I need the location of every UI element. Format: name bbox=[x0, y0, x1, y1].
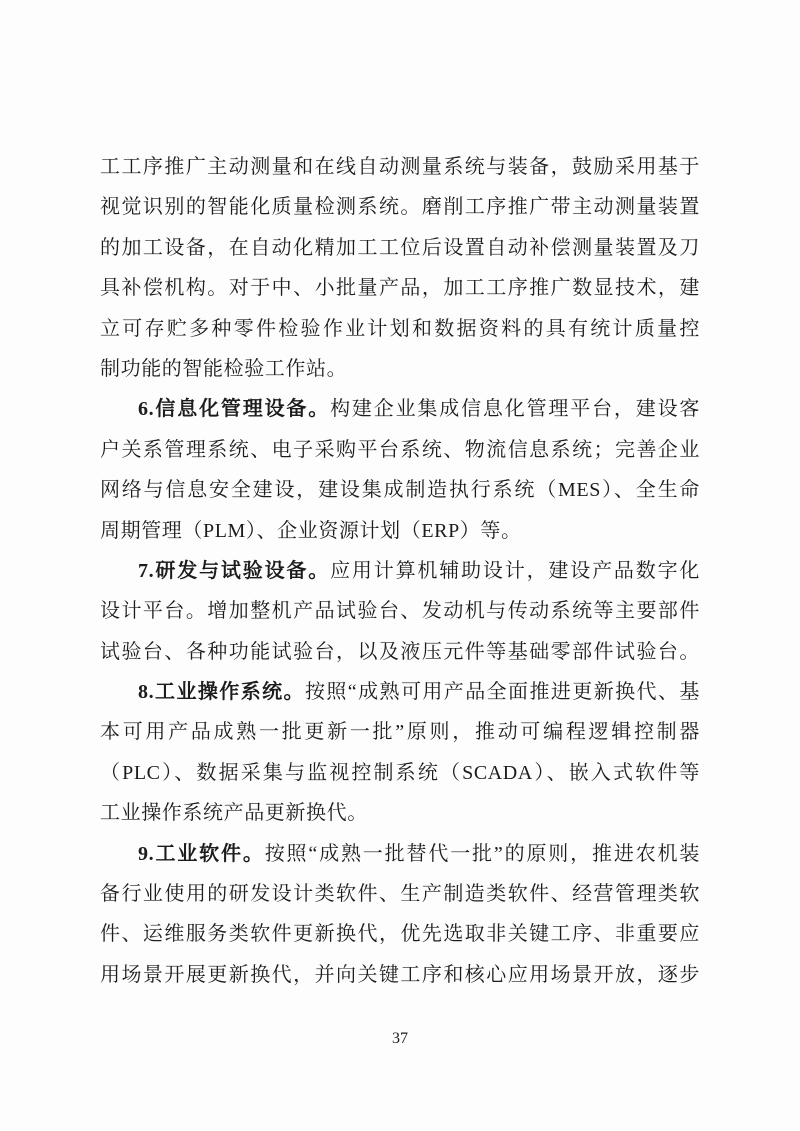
text-line: 户关系管理系统、电子采购平台系统、物流信息系统；完善企业 bbox=[100, 438, 700, 461]
text-line: 试验台、各种功能试验台，以及液压元件等基础零部件试验台。 bbox=[100, 640, 700, 663]
text-line: 用场景开展更新换代，并向关键工序和核心应用场景开放，逐步 bbox=[100, 963, 700, 986]
text-line: 网络与信息安全建设，建设集成制造执行系统（MES）、全生命 bbox=[100, 479, 700, 502]
paragraph-first-line: 9.工业软件。按照“成熟一批替代一批”的原则，推进农机装 bbox=[138, 842, 700, 865]
text-line: 件、运维服务类软件更新换代，优先选取非关键工序、非重要应 bbox=[100, 923, 700, 946]
text-line: 具补偿机构。对于中、小批量产品，加工工序推广数显技术，建 bbox=[100, 277, 700, 300]
paragraph-heading: 6.信息化管理设备。 bbox=[138, 398, 331, 421]
paragraph-heading: 9.工业软件。 bbox=[138, 842, 265, 865]
text-line: 设计平台。增加整机产品试验台、发动机与传动系统等主要部件 bbox=[100, 600, 700, 623]
text-line: （PLC）、数据采集与监视控制系统（SCADA）、嵌入式软件等 bbox=[100, 761, 700, 784]
paragraph-heading: 8.工业操作系统。 bbox=[138, 681, 305, 704]
paragraph-heading: 7.研发与试验设备。 bbox=[138, 559, 331, 582]
text-line: 备行业使用的研发设计类软件、生产制造类软件、经营管理类软 bbox=[100, 883, 700, 906]
text-line: 工业操作系统产品更新换代。 bbox=[100, 802, 368, 825]
text-line: 周期管理（PLM）、企业资源计划（ERP）等。 bbox=[100, 519, 522, 542]
text-line: 工工序推广主动测量和在线自动测量系统与装备，鼓励采用基于 bbox=[100, 156, 700, 178]
text-line: 视觉识别的智能化质量检测系统。磨削工序推广带主动测量装置 bbox=[100, 196, 700, 219]
page-number: 37 bbox=[392, 1030, 408, 1047]
text-line: 本可用产品成熟一批更新一批”原则，推动可编程逻辑控制器 bbox=[100, 721, 700, 744]
paragraph-first-line: 6.信息化管理设备。构建企业集成信息化管理平台，建设客 bbox=[138, 398, 700, 421]
text-line: 立可存贮多种零件检验作业计划和数据资料的具有统计质量控 bbox=[100, 317, 700, 340]
text-line: 制功能的智能检验工作站。 bbox=[100, 357, 348, 380]
text-line: 的加工设备，在自动化精加工工位后设置自动补偿测量装置及刀 bbox=[100, 236, 700, 259]
paragraph-first-line: 8.工业操作系统。按照“成熟可用产品全面推进更新换代、基 bbox=[138, 681, 700, 704]
document-body bbox=[100, 147, 700, 995]
paragraph-first-line: 7.研发与试验设备。应用计算机辅助设计，建设产品数字化 bbox=[138, 559, 700, 582]
